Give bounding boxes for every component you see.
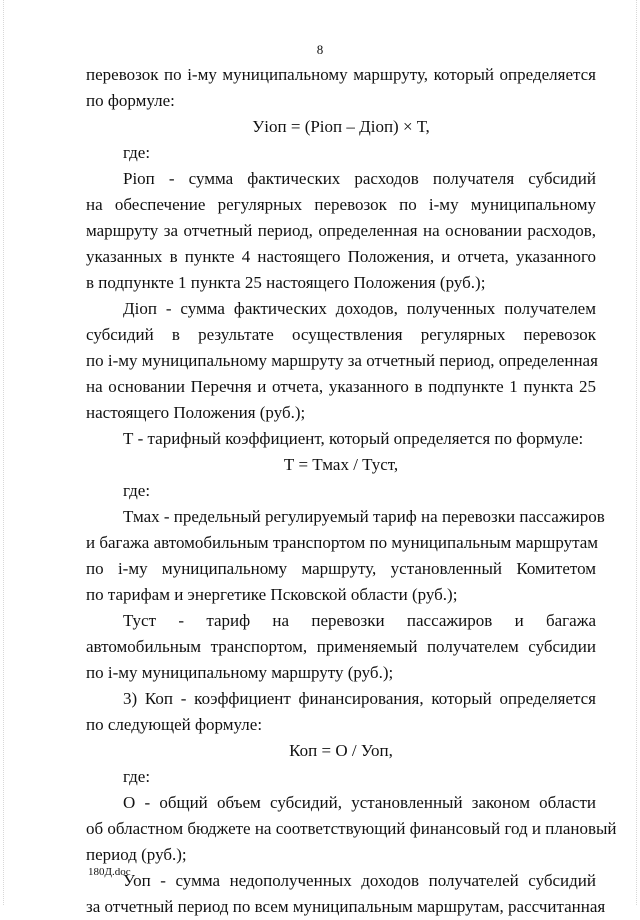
where-label: где: [123,143,151,162]
text-line: в подпункте 1 пункта 25 настоящего Положения (руб.); [86,273,486,292]
text-line: настоящего Положения (руб.); [86,403,306,422]
text-line: на основании Перечня и отчета, указанного в подпункте 1 пункта 25 [86,377,596,396]
text-line: за отчетный период по всем муниципальным маршрутам, рассчитанная [86,897,606,916]
text-line: по следующей формуле: [86,715,263,734]
where-label: где: [123,481,151,500]
formula-t: Т = Тмах / Туст, [283,455,399,474]
document-body [86,62,617,920]
text-line: по формуле: [86,91,175,110]
page-number: 8 [316,42,324,57]
text-line: Туст - тариф на перевозки пассажиров и багажа [123,611,596,630]
text-line: субсидий в результате осуществления регулярных перевозок [86,325,596,344]
formula-u-iop: Уiоп = (Piоп – Дiоп) × Т, [252,117,430,136]
text-line: автомобильным транспортом, применяемый получателем субсидии [86,637,596,656]
text-line: Т - тарифный коэффициент, который определяется по формуле: [123,429,584,448]
text-line: по i-му муниципальному маршруту (руб.); [86,663,394,682]
scan-edge-right [636,0,637,905]
text-line: перевозок по i-му муниципальному маршруту, который определяется [86,65,596,84]
text-line: Уоп - сумма недополученных доходов получателей субсидий [123,871,596,890]
text-line: и багажа автомобильным транспортом по муниципальным маршрутам [86,533,599,552]
file-name-footer: 180Д.doc [88,866,131,878]
text-line: указанных в пункте 4 настоящего Положения, и отчета, указанного [86,247,596,266]
text-line: Piоп - сумма фактических расходов получателя субсидий [123,169,596,188]
text-line: Дiоп - сумма фактических доходов, полученных получателем [123,299,596,318]
scan-edge-left [3,0,4,905]
text-line: по тарифам и энергетике Псковской области (руб.); [86,585,458,604]
where-label: где: [123,767,151,786]
text-line: 3) Коп - коэффициент финансирования, который определяется [123,689,596,708]
formula-kop: Коп = О / Уоп, [289,741,393,760]
text-line: на обеспечение регулярных перевозок по i-му муниципальному [86,195,596,214]
text-line: период (руб.); [86,845,187,864]
text-line: об областном бюджете на соответствующий финансовый год и плановый [86,819,617,838]
text-line: по i-му муниципальному маршруту за отчетный период, определенная [86,351,598,370]
text-line: О - общий объем субсидий, установленный законом области [123,793,596,812]
text-line: по i-му муниципальному маршруту, установленный Комитетом [86,559,596,578]
text-line: маршруту за отчетный период, определенная на основании расходов, [86,221,596,240]
text-line: Тмах - предельный регулируемый тариф на перевозки пассажиров [123,507,605,526]
